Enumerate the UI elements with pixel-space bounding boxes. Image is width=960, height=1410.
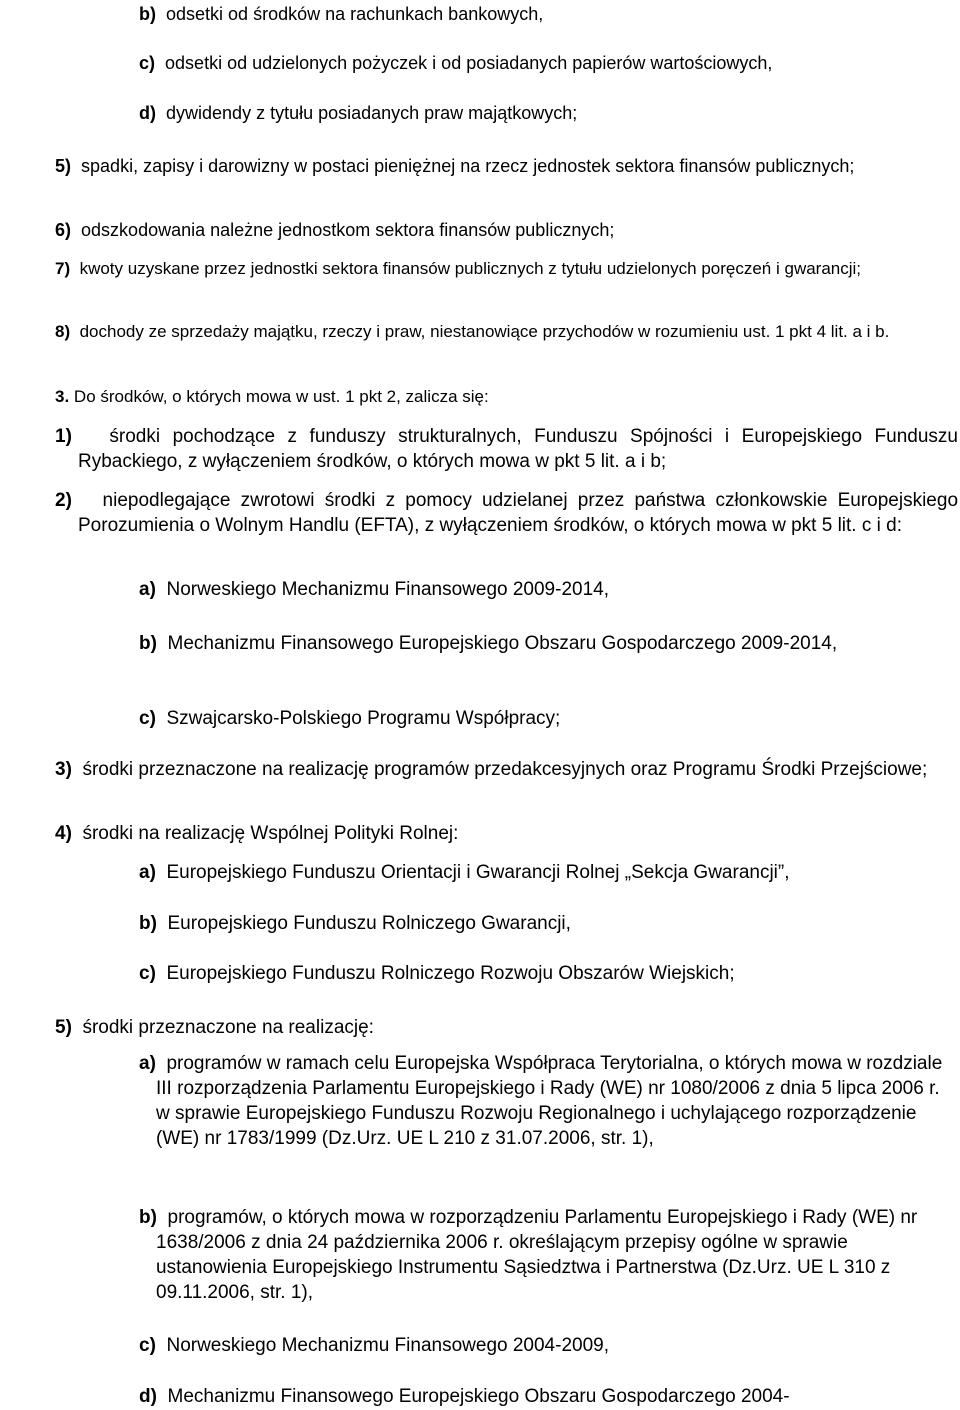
list-item (139, 961, 929, 986)
item-number: 3. (55, 387, 70, 406)
item-number: 3) (55, 759, 72, 780)
item-text: programów, o których mowa w rozporządzeniu Parlamentu Europejskiego i Rady (WE) nr 1638/2006 z dnia 24 października 2006 r. określającym przepisy ogólne w sprawie ustanowienia Europejskiego Instrumentu Sąsiedztwa i Partnerstwa (Dz.Urz. UE L 310 z 09.11.2006, str. 1), (156, 1207, 918, 1303)
list-item (139, 911, 929, 936)
item-number: 4) (55, 823, 72, 844)
item-number: c) (139, 1335, 156, 1356)
item-number: c) (139, 708, 156, 729)
item-text: Szwajcarsko-Polskiego Programu Współpracy; (166, 708, 561, 729)
list-item (55, 1015, 935, 1040)
item-number: 2) (55, 490, 72, 511)
list-item (55, 154, 958, 179)
item-text: Europejskiego Funduszu Orientacji i Gwarancji Rolnej „Sekcja Gwarancji”, (166, 862, 790, 883)
list-item (139, 706, 929, 731)
item-text: dywidendy z tytułu posiadanych praw majątkowych; (166, 103, 578, 123)
item-number: a) (139, 579, 156, 600)
item-text: środki pochodzące z funduszy strukturalnych, Funduszu Spójności i Europejskiego Funduszu Rybackiego, z wyłączeniem środków, o których mowa w pkt 5 lit. a i b; (78, 426, 958, 472)
list-item (139, 101, 939, 126)
item-number: a) (139, 862, 156, 883)
list-item (55, 218, 935, 243)
item-text: Mechanizmu Finansowego Europejskiego Obszaru Gospodarczego 2009-2014, (167, 633, 838, 654)
item-text: programów w ramach celu Europejska Współpraca Terytorialna, o których mowa w rozdziale III rozporządzenia Parlamentu Europejskiego i Rady (WE) nr 1080/2006 z dnia 5 lipca 2006 r. w sprawie Europejskiego Funduszu Rozwoju Regionalnego i uchylającego rozporządzenie (WE) nr 1783/1999 (Dz.Urz. UE L 210 z 31.07.2006, str. 1), (156, 1053, 943, 1149)
list-item (55, 757, 958, 782)
item-text: środki przeznaczone na realizację: (82, 1017, 374, 1038)
list-item (139, 860, 929, 885)
item-text: odsetki od udzielonych pożyczek i od posiadanych papierów wartościowych, (165, 53, 773, 73)
list-item (139, 1384, 939, 1409)
item-text: kwoty uzyskane przez jednostki sektora finansów publicznych z tytułu udzielonych poręczeń i gwarancji; (79, 259, 862, 278)
list-item (139, 2, 939, 27)
list-item (55, 319, 954, 344)
item-text: niepodlegające zwrotowi środki z pomocy udzielanej przez państwa członkowskie Europejskiego Porozumienia o Wolnym Handlu (EFTA), z wyłączeniem środków, o których mowa w pkt 5 lit. c i d: (78, 490, 959, 536)
item-text: środki na realizację Wspólnej Polityki Rolnej: (82, 823, 459, 844)
section-heading (55, 384, 935, 409)
list-item (139, 1333, 929, 1358)
item-text: Mechanizmu Finansowego Europejskiego Obszaru Gospodarczego 2004- (167, 1386, 790, 1407)
item-text: Norweskiego Mechanizmu Finansowego 2004-2009, (166, 1335, 609, 1356)
item-text: spadki, zapisy i darowizny w postaci pieniężnej na rzecz jednostek sektora finansów publicznych; (81, 156, 855, 176)
item-text: dochody ze sprzedaży majątku, rzeczy i praw, niestanowiące przychodów w rozumieniu ust. 1 pkt 4 lit. a i b. (79, 322, 890, 341)
item-text: odsetki od środków na rachunkach bankowych, (166, 4, 544, 24)
item-number: 8) (55, 322, 71, 341)
list-item (55, 424, 958, 474)
list-item (139, 1205, 946, 1305)
list-item (139, 577, 929, 602)
item-text: Europejskiego Funduszu Rolniczego Rozwoju Obszarów Wiejskich; (166, 963, 735, 984)
item-text: odszkodowania należne jednostkom sektora finansów publicznych; (81, 220, 615, 240)
list-item (55, 821, 935, 846)
item-text: środki przeznaczone na realizację programów przedakcesyjnych oraz Programu Środki Przejściowe; (82, 759, 928, 780)
item-number: d) (139, 1386, 157, 1407)
item-number: b) (139, 633, 157, 654)
item-number: b) (139, 1207, 157, 1228)
item-number: 5) (55, 156, 72, 176)
list-item (139, 51, 949, 76)
item-number: 6) (55, 220, 72, 240)
item-number: 1) (55, 426, 72, 447)
item-text: Do środków, o których mowa w ust. 1 pkt 2, zalicza się: (73, 387, 489, 406)
list-item (139, 631, 938, 656)
item-number: b) (139, 4, 156, 24)
item-text: Europejskiego Funduszu Rolniczego Gwarancji, (167, 913, 571, 934)
item-number: a) (139, 1053, 156, 1074)
item-number: c) (139, 963, 156, 984)
item-number: 5) (55, 1017, 72, 1038)
item-text: Norweskiego Mechanizmu Finansowego 2009-2014, (166, 579, 609, 600)
list-item (55, 488, 958, 538)
item-number: 7) (55, 259, 71, 278)
item-number: d) (139, 103, 156, 123)
item-number: c) (139, 53, 156, 73)
list-item (139, 1051, 946, 1151)
item-number: b) (139, 913, 157, 934)
list-item (55, 256, 954, 281)
